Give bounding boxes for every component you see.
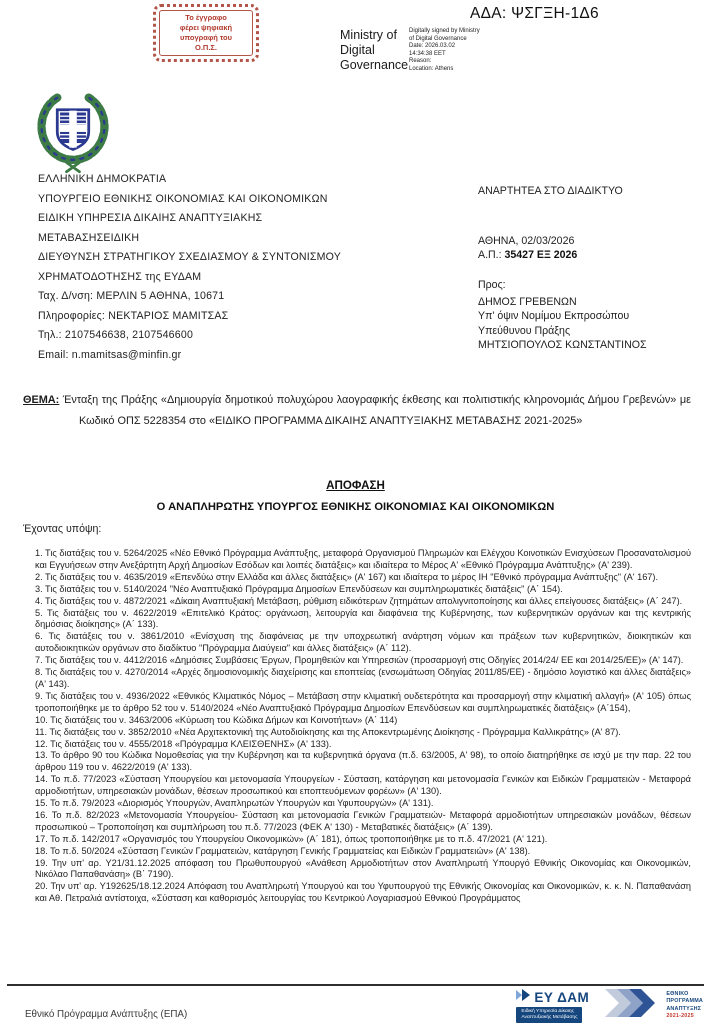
signature-detail-line: Digitally signed by Ministry <box>409 28 480 34</box>
letterhead-line-ministry: ΥΠΟΥΡΓΕΙΟ ΕΘΝΙΚΗΣ ΟΙΚΟΝΟΜΙΑΣ ΚΑΙ ΟΙΚΟΝΟΜΙΚΩΝ <box>38 192 328 205</box>
eydam-triangle-icon <box>516 988 531 1006</box>
subject-label: ΘΕΜΑ: <box>23 394 60 406</box>
list-item: 4. Τις διατάξεις του ν. 4872/2021 «Δίκαιη Αναπτυξιακή Μετάβαση, ρύθμιση ειδικότερων ζητημάτων απολιγνιτοποίησης και άλλες επείγουσες διατάξεις» (Α΄ 247). <box>35 595 683 606</box>
footer-program-name: Εθνικό Πρόγραμμα Ανάπτυξης (ΕΠΑ) <box>25 1009 188 1020</box>
list-item: 7. Τις διατάξεις του ν. 4412/2016 «Δημόσιες Συμβάσεις Έργων, Προμηθειών και Υπηρεσιών (προσαρμογή στις Οδηγίες 2014/24/ ΕΕ και 2014/25/ΕΕ)» (Α' 147). <box>35 655 684 666</box>
recipient-attention: Υπ' όψιν Νομίμου Εκπροσώπου <box>478 310 630 323</box>
signature-detail-line: Date: 2026.03.02 <box>409 43 456 49</box>
footer-logos <box>516 988 703 1023</box>
recipient-municipality: ΔΗΜΟΣ ΓΡΕΒΕΝΩΝ <box>478 296 577 308</box>
signature-detail-line: of Digital Governance <box>409 35 467 42</box>
footer-divider <box>7 984 704 986</box>
recipient-role: Υπεύθυνου Πράξης <box>478 324 571 337</box>
epa-text-line: ΑΝΑΠΤΥΞΗΣ <box>666 1005 702 1012</box>
list-item: 11. Τις διατάξεις του ν. 3852/2010 «Νέα Αρχιτεκτονική της Αυτοδιοίκησης και της Αποκεντρωμένης Διοίκησης - Πρόγραμμα Καλλικράτης» (Α' 87). <box>35 726 621 737</box>
legal-references-list <box>35 548 691 980</box>
signature-details <box>409 28 514 73</box>
epa-logo-text <box>666 991 703 1020</box>
list-item: 15. Το π.δ. 79/2023 «Διορισμός Υπουργών, Αναπληρωτών Υπουργών και Υφυπουργών» (Α' 131). <box>35 798 434 809</box>
stamp-line: φέρει ψηφιακή <box>179 22 233 32</box>
eydam-logo <box>516 988 589 1023</box>
letterhead-line-republic: ΕΛΛΗΝΙΚΗ ΔΗΜΟΚΡΑΤΙΑ <box>38 173 167 185</box>
city-and-date: ΑΘΗΝΑ, 02/03/2026 <box>478 235 575 247</box>
letterhead-line-directorate: ΔΙΕΥΘΥΝΣΗ ΣΤΡΑΤΗΓΙΚΟΥ ΣΧΕΔΙΑΣΜΟΥ & ΣΥΝΤΟΝΙΣΜΟΥ <box>38 251 342 263</box>
stamp-line: Το έγγραφο <box>185 12 227 22</box>
letterhead-contact-person: Πληροφορίες: ΝΕΚΤΑΡΙΟΣ ΜΑΜΙΤΣΑΣ <box>38 309 229 322</box>
ops-signature-stamp-text <box>159 10 253 56</box>
epa-text-line: ΕΘΝΙΚΟ <box>666 990 689 997</box>
list-item: 13. Το άρθρο 90 του Κώδικα Νομοθεσίας για την Κυβέρνηση και τα κυβερνητικά όργανα (π.δ. 63/2005, Α' 98), το οποίο διατηρήθηκε σε ισχύ με την παρ. 22 του άρθρου 119 του ν. 4622/2019 (Α' 133). <box>35 750 691 773</box>
list-item: 20. Την υπ' αρ. Υ192625/18.12.2024 Απόφαση του Αναπληρωτή Υπουργού και του Υφυπουργού της Εθνικής Οικονομίας και Οικονομικών, κ. κ. Ν. Παπαθανάση και Αθ. Πετραλιά αντίστοιχα, «Σύσταση και καθορισμός λειτουργίας του Κεντρικού Λογαριασμού Εθνικού Προγράμματος <box>35 881 691 904</box>
letterhead-line-directorate2: ΧΡΗΜΑΤΟΔΟΤΗΣΗΣ της ΕΥΔΑΜ <box>38 270 202 283</box>
list-item: 12. Τις διατάξεις του ν. 4555/2018 «Πρόγραμμα ΚΛΕΙΣΘΕΝΗΣ» (Α' 133). <box>35 738 332 749</box>
having-regard-label: Έχοντας υπόψη: <box>23 523 102 535</box>
signature-detail-line: 14:34:38 EET <box>409 50 446 57</box>
list-item: 18. Το π.δ. 50/2024 «Σύσταση Γενικών Γραμματειών, κατάργηση Γενικής Γραμματείας και Ειδικών Γραμματειών» (Α' 138). <box>35 845 531 856</box>
eydam-subtitle-line: Αναπτυξιακής Μετάβασης <box>521 1015 578 1021</box>
list-item: 14. Το π.δ. 77/2023 «Σύσταση Υπουργείου και μετονομασία Υπουργείων - Σύσταση, κατάργηση και μετονομασία Γενικών και Ειδικών Γραμματειών - Μεταφορά αρμοδιοτήτων, υπηρεσιακών μονάδων, θέσεων προσωπικού και εποπτευόμενων φορέων» (Α' 130). <box>35 774 691 797</box>
posted-on-internet-label: ΑΝΑΡΤΗΤΕΑ ΣΤΟ ΔΙΑΔΙΚΤΥΟ <box>478 185 623 197</box>
list-item: 6. Τις διατάξεις του ν. 3861/2010 «Ενίσχυση της διαφάνειας με την υποχρεωτική ανάρτηση νόμων και πράξεων των κυβερνητικών, διοικητικών και αυτοδιοικητικών οργάνων στο διαδίκτυο "Πρόγραμμα Διαύγεια" και άλλες διατάξεις» (Α΄ 112). <box>35 631 691 654</box>
signature-detail-line: Reason: <box>409 58 432 64</box>
eydam-subtitle-line: Ειδική Υπηρεσία Δίκαιης <box>521 1009 575 1014</box>
eydam-logo-name: ΕΥ ΔΑΜ <box>534 989 590 1005</box>
ada-code: ΑΔΑ: ΨΣΓΞΗ-1Δ6 <box>470 5 599 22</box>
decision-subtitle: Ο ΑΝΑΠΛΗΡΩΤΗΣ ΥΠΟΥΡΓΟΣ ΕΘΝΙΚΗΣ ΟΙΚΟΝΟΜΙΑΣ ΚΑΙ ΟΙΚΟΝΟΜΙΚΩΝ <box>156 501 555 513</box>
subject-paragraph <box>23 390 691 432</box>
ops-signature-stamp <box>153 4 259 62</box>
protocol-value: 35427 ΕΞ 2026 <box>504 249 578 261</box>
protocol-and-recipient <box>478 185 706 353</box>
letterhead-line-service2: ΜΕΤΑΒΑΣΗΣΕΙΔΙΚΗ <box>38 231 140 244</box>
decision-title: ΑΠΟΦΑΣΗ <box>326 479 385 492</box>
list-item: 9. Τις διατάξεις του ν. 4936/2022 «Εθνικός Κλιματικός Νόμος – Μετάβαση στην κλιματική ουδετερότητα και προσαρμογή στην κλιματική αλλαγή» (Α' 105) όπως τροποποιήθηκε με το άρθρο 52 του ν. 5140/2024 «Νέο Αναπτυξιακό Πρόγραμμα Δημοσίων Επενδύσεων και συμπληρωματικές διατάξεις» (Α΄154), <box>35 690 691 713</box>
epa-program-logo <box>605 988 703 1023</box>
letterhead-email: Email: n.mamitsas@minfin.gr <box>38 348 182 361</box>
list-item: 1. Τις διατάξεις του ν. 5264/2025 «Νέο Εθνικό Πρόγραμμα Ανάπτυξης, μεταφορά Οργανισμού Πληρωμών και Ελέγχου Κοινοτικών Ενισχύσεων Προσανατολισμού και Εγγυήσεων στην Ανεξάρτητη Αρχή Δημοσίων Εσόδων και λοιπές διατάξεις» και ιδιαίτερα το Μέρος Α' «Εθνικό Πρόγραμμα Ανάπτυξης» (Α' 239). <box>35 548 691 570</box>
recipient-name: ΜΗΤΣΙΟΠΟΥΛΟΣ ΚΩΝΣΤΑΝΤΙΝΟΣ <box>478 339 647 352</box>
epa-years: 2021-2025 <box>666 1012 694 1019</box>
protocol-label: Α.Π.: <box>478 249 502 261</box>
letterhead-line-service: ΕΙΔΙΚΗ ΥΠΗΡΕΣΙΑ ΔΙΚΑΙΗΣ ΑΝΑΠΤΥΞΙΑΚΗΣ <box>38 212 263 224</box>
stamp-line: υπογραφή του <box>179 33 233 42</box>
chevrons-icon <box>605 988 661 1023</box>
list-item: 3. Τις διατάξεις του ν. 5140/2024 "Νέο Αναπτυξιακό Πρόγραμμα Δημοσίων Επενδύσεων και συμπληρωματικές διατάξεις" (Α΄ 154). <box>35 583 563 594</box>
list-item: 8. Τις διατάξεις του ν. 4270/2014 «Αρχές δημοσιονομικής διαχείρισης και εποπτείας (ενσωμάτωση Οδηγίας 2011/85/ΕΕ) - δημόσιο λογιστικό και άλλες διατάξεις» (Α' 143). <box>35 667 691 689</box>
digital-governance-signer: Ministry of Digital Governance <box>340 28 409 72</box>
letterhead <box>38 170 468 365</box>
eydam-logo-subtitle <box>516 1007 582 1023</box>
list-item: 2. Τις διατάξεις του ν. 4635/2019 «Επενδύω στην Ελλάδα και άλλες διατάξεις» (Α' 167) και ιδιαίτερα το μέρος ΙΗ "Εθνικό πρόγραμμα Ανάπτυξης" (Α' 167). <box>35 571 659 582</box>
protocol-number <box>478 248 706 262</box>
stamp-line: Ο.Π.Σ. <box>194 43 217 53</box>
list-item: 19. Την υπ' αρ. Υ21/31.12.2025 απόφαση του Πρωθυπουργού «Ανάθεση Αρμοδιοτήτων στον Αναπληρωτή Υπουργό Εθνικής Οικονομίας και Οικονομικών, Νικόλαο Παπαθανάση» (Β΄ 7190). <box>35 857 691 880</box>
signature-detail-line: Location: Athens <box>409 65 454 72</box>
letterhead-address: Ταχ. Δ/νση: ΜΕΡΛΙΝ 5 ΑΘΗΝΑ, 10671 <box>38 290 225 302</box>
list-item: 10. Τις διατάξεις του ν. 3463/2006 «Κύρωση του Κώδικα Δήμων και Κοινοτήτων» (Α΄ 114) <box>35 714 398 725</box>
list-item: 17. Το π.δ. 142/2017 «Οργανισμός του Υπουργείου Οικονομικών» (Α΄ 181), όπως τροποποιήθηκε με το π.δ. 47/2021 (Α' 121). <box>35 833 548 844</box>
epa-text-line: ΠΡΟΓΡΑΜΜΑ <box>666 998 703 1005</box>
subject-text: Ένταξη της Πράξης «Δημιουργία δημοτικού πολυχώρου λαογραφικής έκθεσης και πολιτιστικής κληρονομιάς Δήμου Γρεβενών» με Κωδικό ΟΠΣ 5228354 στο «ΕΙΔΙΚΟ ΠΡΟΓΡΑΜΜΑ ΔΙΚΑΙΗΣ ΑΝΑΠΤΥΞΙΑΚΗΣ ΜΕΤΑΒΑΣΗΣ 2021-2025» <box>62 394 691 427</box>
letterhead-phone: Τηλ.: 2107546638, 2107546600 <box>38 329 194 341</box>
greek-coat-of-arms-icon <box>36 86 110 181</box>
list-item: 16. Το π.δ. 82/2023 «Μετονομασία Υπουργείου- Σύσταση και μετονομασία Γενικών Γραμματειών- Μεταφορά αρμοδιοτήτων υπηρεσιακών μονάδων, θέσεων προσωπικού – Τροποποίηση και συμπλήρωση του π.δ. 77/2023 (ΦΕΚ Α' 130) - Μεταβατικές διατάξεις» (Α΄ 139). <box>35 809 691 832</box>
to-label: Προς: <box>478 279 506 291</box>
list-item: 5. Τις διατάξεις του ν. 4622/2019 «Επιτελικό Κράτος: οργάνωση, λειτουργία και διαφάνεια της Κυβέρνησης, των κυβερνητικών οργάνων και της κεντρικής δημόσιας διοίκησης» (Α΄ 133). <box>35 607 691 630</box>
